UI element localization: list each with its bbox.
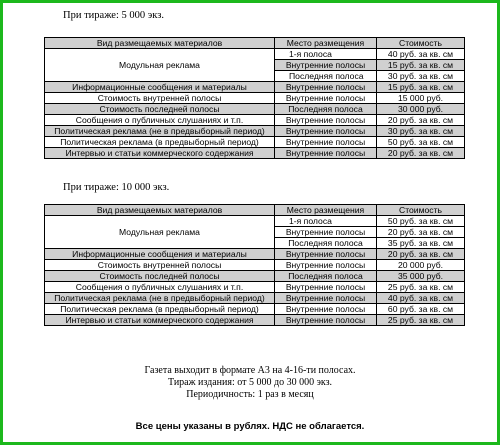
footer-circulation: Тираж издания: от 5 000 до 30 000 экз. bbox=[167, 377, 333, 388]
price-cell: 30 руб. за кв. см bbox=[377, 126, 465, 137]
table-row bbox=[45, 82, 465, 93]
price-cell: 25 руб. за кв. см bbox=[377, 282, 465, 293]
table-row bbox=[45, 249, 465, 260]
header-price: Стоимость bbox=[377, 205, 465, 216]
modular-label: Модульная реклама bbox=[45, 49, 275, 82]
price-cell: 30 руб. за кв. см bbox=[377, 71, 465, 82]
table-row bbox=[45, 260, 465, 271]
footer-periodicity: Периодичность: 1 раз в месяц bbox=[186, 389, 314, 400]
price-cell: 30 000 руб. bbox=[377, 104, 465, 115]
type-cell: Политическая реклама (в предвыборный период) bbox=[45, 304, 275, 315]
table-row bbox=[45, 293, 465, 304]
table-row bbox=[45, 282, 465, 293]
price-cell: 40 руб. за кв. см bbox=[377, 293, 465, 304]
place-cell: Последняя полоса bbox=[275, 104, 377, 115]
footer-note: Все цены указаны в рублях. НДС не облагается. bbox=[135, 421, 365, 432]
header-place: Место размещения bbox=[275, 205, 377, 216]
price-cell: 15 000 руб. bbox=[377, 93, 465, 104]
price-cell: 60 руб. за кв. см bbox=[377, 304, 465, 315]
header-type: Вид размещаемых материалов bbox=[45, 38, 275, 49]
table-row bbox=[45, 304, 465, 315]
price-cell: 20 руб. за кв. см bbox=[377, 148, 465, 159]
place-cell: Внутренние полосы bbox=[275, 249, 377, 260]
place-cell: Внутренние полосы bbox=[275, 82, 377, 93]
table-row bbox=[45, 104, 465, 115]
place-cell: Последняя полоса bbox=[275, 71, 377, 82]
header-type: Вид размещаемых материалов bbox=[45, 205, 275, 216]
table-header-row bbox=[45, 205, 465, 216]
table-row bbox=[45, 315, 465, 326]
price-cell: 25 руб. за кв. см bbox=[377, 315, 465, 326]
type-cell: Информационные сообщения и материалы bbox=[45, 82, 275, 93]
price-cell: 15 руб. за кв. см bbox=[377, 82, 465, 93]
place-cell: Внутренние полосы bbox=[275, 126, 377, 137]
place-cell: Последняя полоса bbox=[275, 238, 377, 249]
modular-label: Модульная реклама bbox=[45, 216, 275, 249]
type-cell: Политическая реклама (не в предвыборный период) bbox=[45, 126, 275, 137]
place-cell: Внутренние полосы bbox=[275, 60, 377, 71]
type-cell: Политическая реклама (не в предвыборный период) bbox=[45, 293, 275, 304]
type-cell: Политическая реклама (в предвыборный период) bbox=[45, 137, 275, 148]
price-cell: 40 руб. за кв. см bbox=[377, 49, 465, 60]
place-cell: Внутренние полосы bbox=[275, 137, 377, 148]
place-cell: 1-я полоса bbox=[275, 49, 377, 60]
footer-format: Газета выходит в формате А3 на 4-16-ти полосах. bbox=[144, 365, 356, 376]
table-header-row bbox=[45, 38, 465, 49]
price-cell: 20 000 руб. bbox=[377, 260, 465, 271]
price-cell: 35 000 руб. bbox=[377, 271, 465, 282]
price-cell: 20 руб. за кв. см bbox=[377, 227, 465, 238]
table-row bbox=[45, 93, 465, 104]
table-row bbox=[45, 148, 465, 159]
type-cell: Интервью и статьи коммерческого содержания bbox=[45, 148, 275, 159]
price-cell: 50 руб. за кв. см bbox=[377, 137, 465, 148]
place-cell: 1-я полоса bbox=[275, 216, 377, 227]
type-cell: Сообщения о публичных слушаниях и т.п. bbox=[45, 282, 275, 293]
type-cell: Стоимость внутренней полосы bbox=[45, 93, 275, 104]
price-cell: 15 руб. за кв. см bbox=[377, 60, 465, 71]
type-cell: Интервью и статьи коммерческого содержания bbox=[45, 315, 275, 326]
place-cell: Внутренние полосы bbox=[275, 227, 377, 238]
caption-5000: При тираже: 5 000 экз. bbox=[63, 10, 165, 21]
price-table-5000 bbox=[44, 37, 465, 159]
price-cell: 20 руб. за кв. см bbox=[377, 249, 465, 260]
table-row bbox=[45, 49, 465, 60]
type-cell: Стоимость последней полосы bbox=[45, 104, 275, 115]
table-row bbox=[45, 115, 465, 126]
place-cell: Внутренние полосы bbox=[275, 93, 377, 104]
place-cell: Внутренние полосы bbox=[275, 282, 377, 293]
type-cell: Стоимость внутренней полосы bbox=[45, 260, 275, 271]
type-cell: Сообщения о публичных слушаниях и т.п. bbox=[45, 115, 275, 126]
table-row bbox=[45, 137, 465, 148]
place-cell: Внутренние полосы bbox=[275, 304, 377, 315]
place-cell: Последняя полоса bbox=[275, 271, 377, 282]
caption-10000: При тираже: 10 000 экз. bbox=[63, 182, 170, 193]
type-cell: Информационные сообщения и материалы bbox=[45, 249, 275, 260]
type-cell: Стоимость последней полосы bbox=[45, 271, 275, 282]
place-cell: Внутренние полосы bbox=[275, 260, 377, 271]
price-table-10000 bbox=[44, 204, 465, 326]
place-cell: Внутренние полосы bbox=[275, 148, 377, 159]
price-cell: 50 руб. за кв. см bbox=[377, 216, 465, 227]
price-cell: 35 руб. за кв. см bbox=[377, 238, 465, 249]
header-place: Место размещения bbox=[275, 38, 377, 49]
table-row bbox=[45, 216, 465, 227]
place-cell: Внутренние полосы bbox=[275, 293, 377, 304]
place-cell: Внутренние полосы bbox=[275, 315, 377, 326]
place-cell: Внутренние полосы bbox=[275, 115, 377, 126]
header-price: Стоимость bbox=[377, 38, 465, 49]
table-row bbox=[45, 126, 465, 137]
price-cell: 20 руб. за кв. см bbox=[377, 115, 465, 126]
table-row bbox=[45, 271, 465, 282]
